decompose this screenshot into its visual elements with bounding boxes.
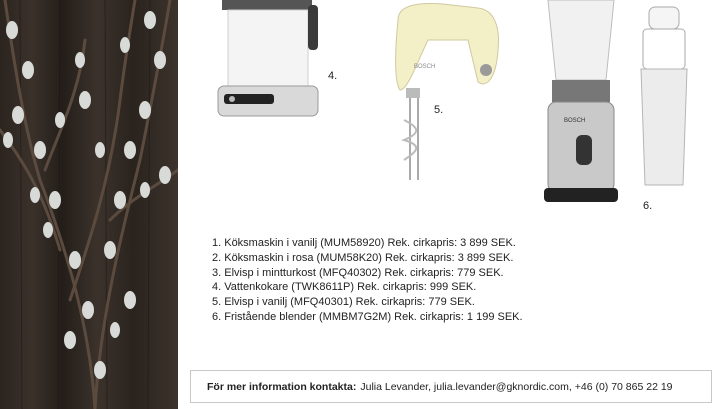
- product-list-item: 6. Fristående blender (MMBM7G2M) Rek. cirkapris: 1 199 SEK.: [212, 310, 523, 323]
- contact-box: [190, 370, 712, 403]
- blender-bottle-image: [633, 5, 695, 190]
- product-list-item: 3. Elvisp i mintturkost (MFQ40302) Rek. cirkapris: 779 SEK.: [212, 266, 504, 279]
- willow-branches-illustration: [0, 0, 178, 409]
- product-list-item: 5. Elvisp i vanilj (MFQ40301) Rek. cirkapris: 779 SEK.: [212, 296, 475, 309]
- kettle-image: [214, 0, 329, 120]
- product-number-6: 6.: [643, 200, 653, 212]
- contact-label: För mer information kontakta:: [207, 380, 357, 393]
- product-list-item: 4. Vattenkokare (TWK8611P) Rek. cirkapris: 999 SEK.: [212, 281, 477, 294]
- product-number-5: 5.: [434, 104, 444, 116]
- product-list-item: 2. Köksmaskin i rosa (MUM58K20) Rek. cirkapris: 3 899 SEK.: [212, 251, 514, 264]
- product-number-4: 4.: [328, 70, 338, 82]
- bosch-logo-mixer: BOSCH: [414, 64, 436, 70]
- product-list-item: 1. Köksmaskin i vanilj (MUM58920) Rek. cirkapris: 3 899 SEK.: [212, 237, 516, 249]
- product-images: [178, 0, 728, 220]
- product-list: [212, 236, 523, 325]
- willow-photo: [0, 0, 178, 409]
- bosch-logo-blender: BOSCH: [564, 118, 586, 124]
- hand-mixer-image: [388, 0, 503, 190]
- blender-image: [540, 0, 622, 205]
- contact-details: Julia Levander, julia.levander@gknordic.com, +46 (0) 70 865 22 19: [360, 380, 673, 393]
